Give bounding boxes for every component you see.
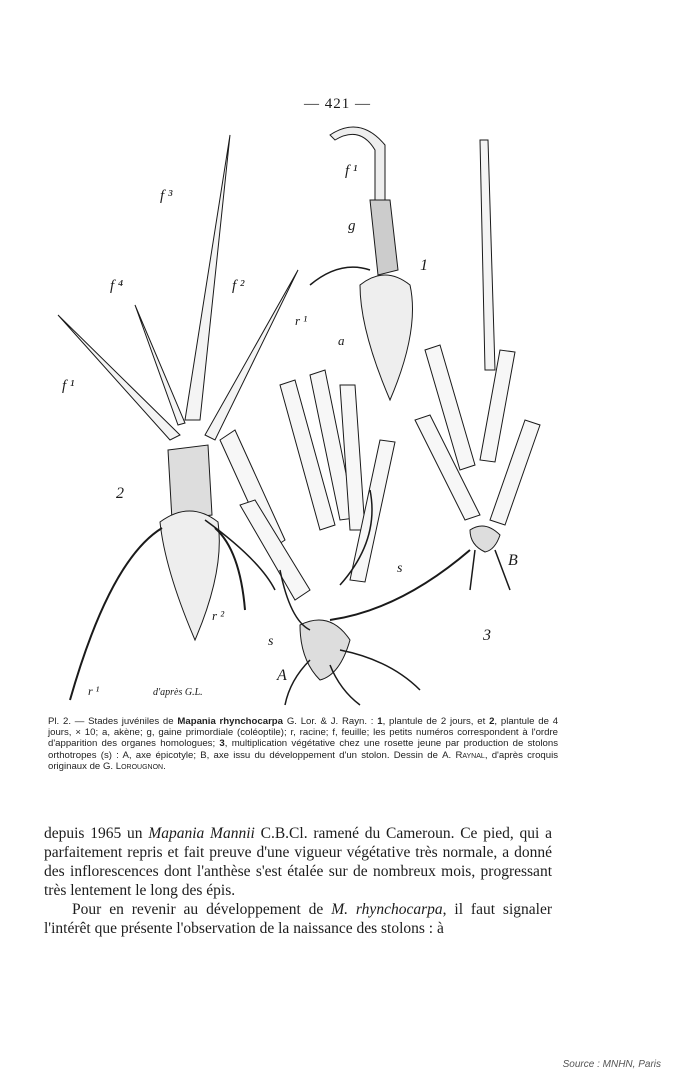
caption-text-3: , multiplication végétative chez une rosette jeune par production de stolons orthotropes (s) : A, axe épicotyle; B, axe issu du développement d'un stolon. Dessin de <box>48 738 559 761</box>
p2-text-a: Pour en revenir au développement de <box>72 901 324 918</box>
label-f1-left: f ¹ <box>62 378 75 394</box>
page-number: — 421 — <box>304 96 371 112</box>
label-s-right: s <box>397 561 403 576</box>
plate-caption <box>48 716 558 772</box>
caption-num-3: 3 <box>219 738 225 750</box>
label-f1-top: f ¹ <box>345 163 358 179</box>
p1-text-b: C.B.Cl. ramené du Cameroun. Ce pied, qui a parfaitement repris et fait preuve d'une vigueur végétative très normale, a donné des inflorescences dont l'anthèse s'est étalée sur de nombreux mois, progressant très lentement le long des épis. <box>44 825 553 899</box>
caption-authors: G. Lor. & J. Rayn. : <box>286 716 374 727</box>
p1-species: Mapania Mannii <box>148 825 255 842</box>
body-text <box>44 824 552 938</box>
caption-species: Mapania rhynchocarpa <box>177 716 284 727</box>
label-r2: r ² <box>212 608 225 623</box>
seedling-fig2-drawing <box>58 135 298 700</box>
label-f2: f ² <box>232 278 245 294</box>
p2-species: M. rhynchocarpa <box>331 901 443 918</box>
caption-text-5: . <box>163 760 166 772</box>
seedling-fig1-drawing <box>310 127 413 400</box>
label-f4: f ⁴ <box>110 278 124 294</box>
caption-num-1: 1 <box>377 716 383 727</box>
label-s-left: s <box>268 634 274 649</box>
plate-drawing <box>40 120 560 715</box>
source-credit: Source : MNHN, Paris <box>562 1059 661 1070</box>
label-A: A <box>277 667 287 684</box>
caption-author-raynal: A. Raynal <box>442 749 485 761</box>
paragraph-1 <box>44 824 552 900</box>
botanical-plate-illustration <box>40 120 560 715</box>
label-B: B <box>508 552 518 569</box>
caption-text-2: , plantule de 4 jours, × 10; a, akène; g, gaine primordiale (coléoptile); r, racine; f, feuille; les petits numéros correspondent à l'ordre d'apparition des organes homologues; <box>48 716 559 750</box>
caption-num-2: 2 <box>489 716 495 727</box>
label-a: a <box>338 333 345 348</box>
caption-text-1: , plantule de 2 jours, et <box>382 716 486 727</box>
p2-text-b: , il faut signaler l'intérêt que présente l'observation de la naissance des stolons : à <box>44 901 552 937</box>
paragraph-2 <box>44 900 552 938</box>
artist-signature: d'après G.L. <box>153 687 203 698</box>
caption-text-4: , d'après croquis originaux de <box>48 749 559 772</box>
label-r1-bottom: r ¹ <box>88 684 100 698</box>
label-fig1: 1 <box>420 257 428 274</box>
caption-author-lorougnon: G. Lorougnon <box>102 760 164 772</box>
label-fig3: 3 <box>483 627 491 644</box>
label-r1-top: r ¹ <box>295 313 308 328</box>
label-f3: f ³ <box>160 188 173 204</box>
p1-text-a: depuis 1965 un <box>44 825 143 842</box>
label-fig2: 2 <box>116 485 124 502</box>
label-g: g <box>348 218 356 234</box>
caption-prefix: Pl. 2. — Stades juvéniles de <box>48 716 174 727</box>
